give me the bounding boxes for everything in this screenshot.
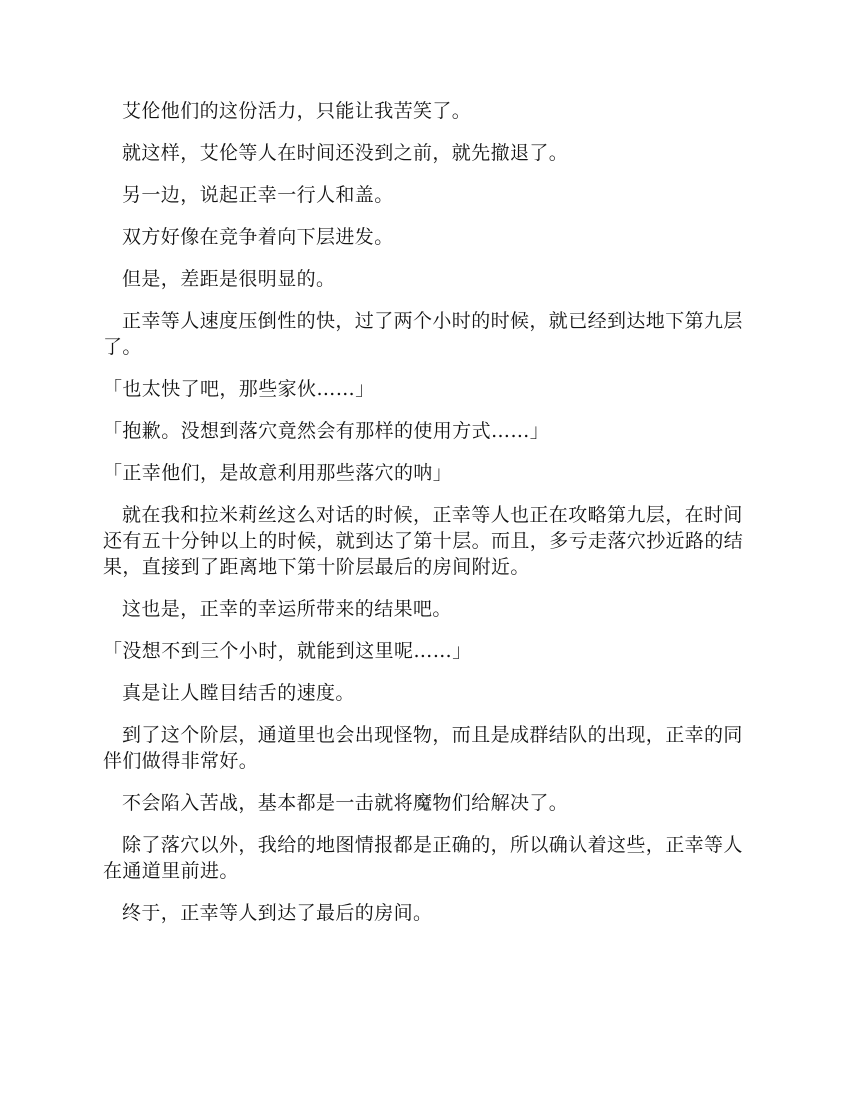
dialogue-line-4: 「没想不到三个小时，就能到这里呢……」 <box>103 640 472 662</box>
paragraph-5: 但是，差距是很明显的。 <box>122 268 336 290</box>
paragraph-7: 就在我和拉米莉丝这么对话的时候，正幸等人也正在攻略第九层，在时间还有五十分钟以上的时候，就到达了第十层。而且，多亏走落穴抄近路的结果，直接到了距离地下第十阶层最后的房间附近。 <box>103 504 744 578</box>
paragraph-12: 除了落穴以外，我给的地图情报都是正确的，所以确认着这些，正幸等人在通道里前进。 <box>103 834 743 882</box>
paragraph-9: 真是让人瞠目结舌的速度。 <box>122 682 355 704</box>
paragraph-11: 不会陷入苦战，基本都是一击就将魔物们给解决了。 <box>122 792 569 814</box>
dialogue-line-2: 「抱歉。没想到落穴竟然会有那样的使用方式……」 <box>103 420 550 442</box>
paragraph-8: 这也是，正幸的幸运所带来的结果吧。 <box>122 598 452 620</box>
paragraph-6: 正幸等人速度压倒性的快，过了两个小时的时候，就已经到达地下第九层了。 <box>103 310 743 358</box>
paragraph-3: 另一边，说起正幸一行人和盖。 <box>122 184 394 206</box>
paragraph-4: 双方好像在竞争着向下层进发。 <box>122 226 394 248</box>
paragraph-13: 终于，正幸等人到达了最后的房间。 <box>122 902 433 924</box>
document-body <box>103 98 748 942</box>
paragraph-1: 艾伦他们的这份活力，只能让我苦笑了。 <box>122 100 472 122</box>
paragraph-2: 就这样，艾伦等人在时间还没到之前，就先撤退了。 <box>122 142 569 164</box>
dialogue-line-3: 「正幸他们，是故意利用那些落穴的呐」 <box>103 462 453 484</box>
paragraph-10: 到了这个阶层，通道里也会出现怪物，而且是成群结队的出现，正幸的同伴们做得非常好。 <box>103 724 743 772</box>
dialogue-line-1: 「也太快了吧，那些家伙……」 <box>103 378 375 400</box>
